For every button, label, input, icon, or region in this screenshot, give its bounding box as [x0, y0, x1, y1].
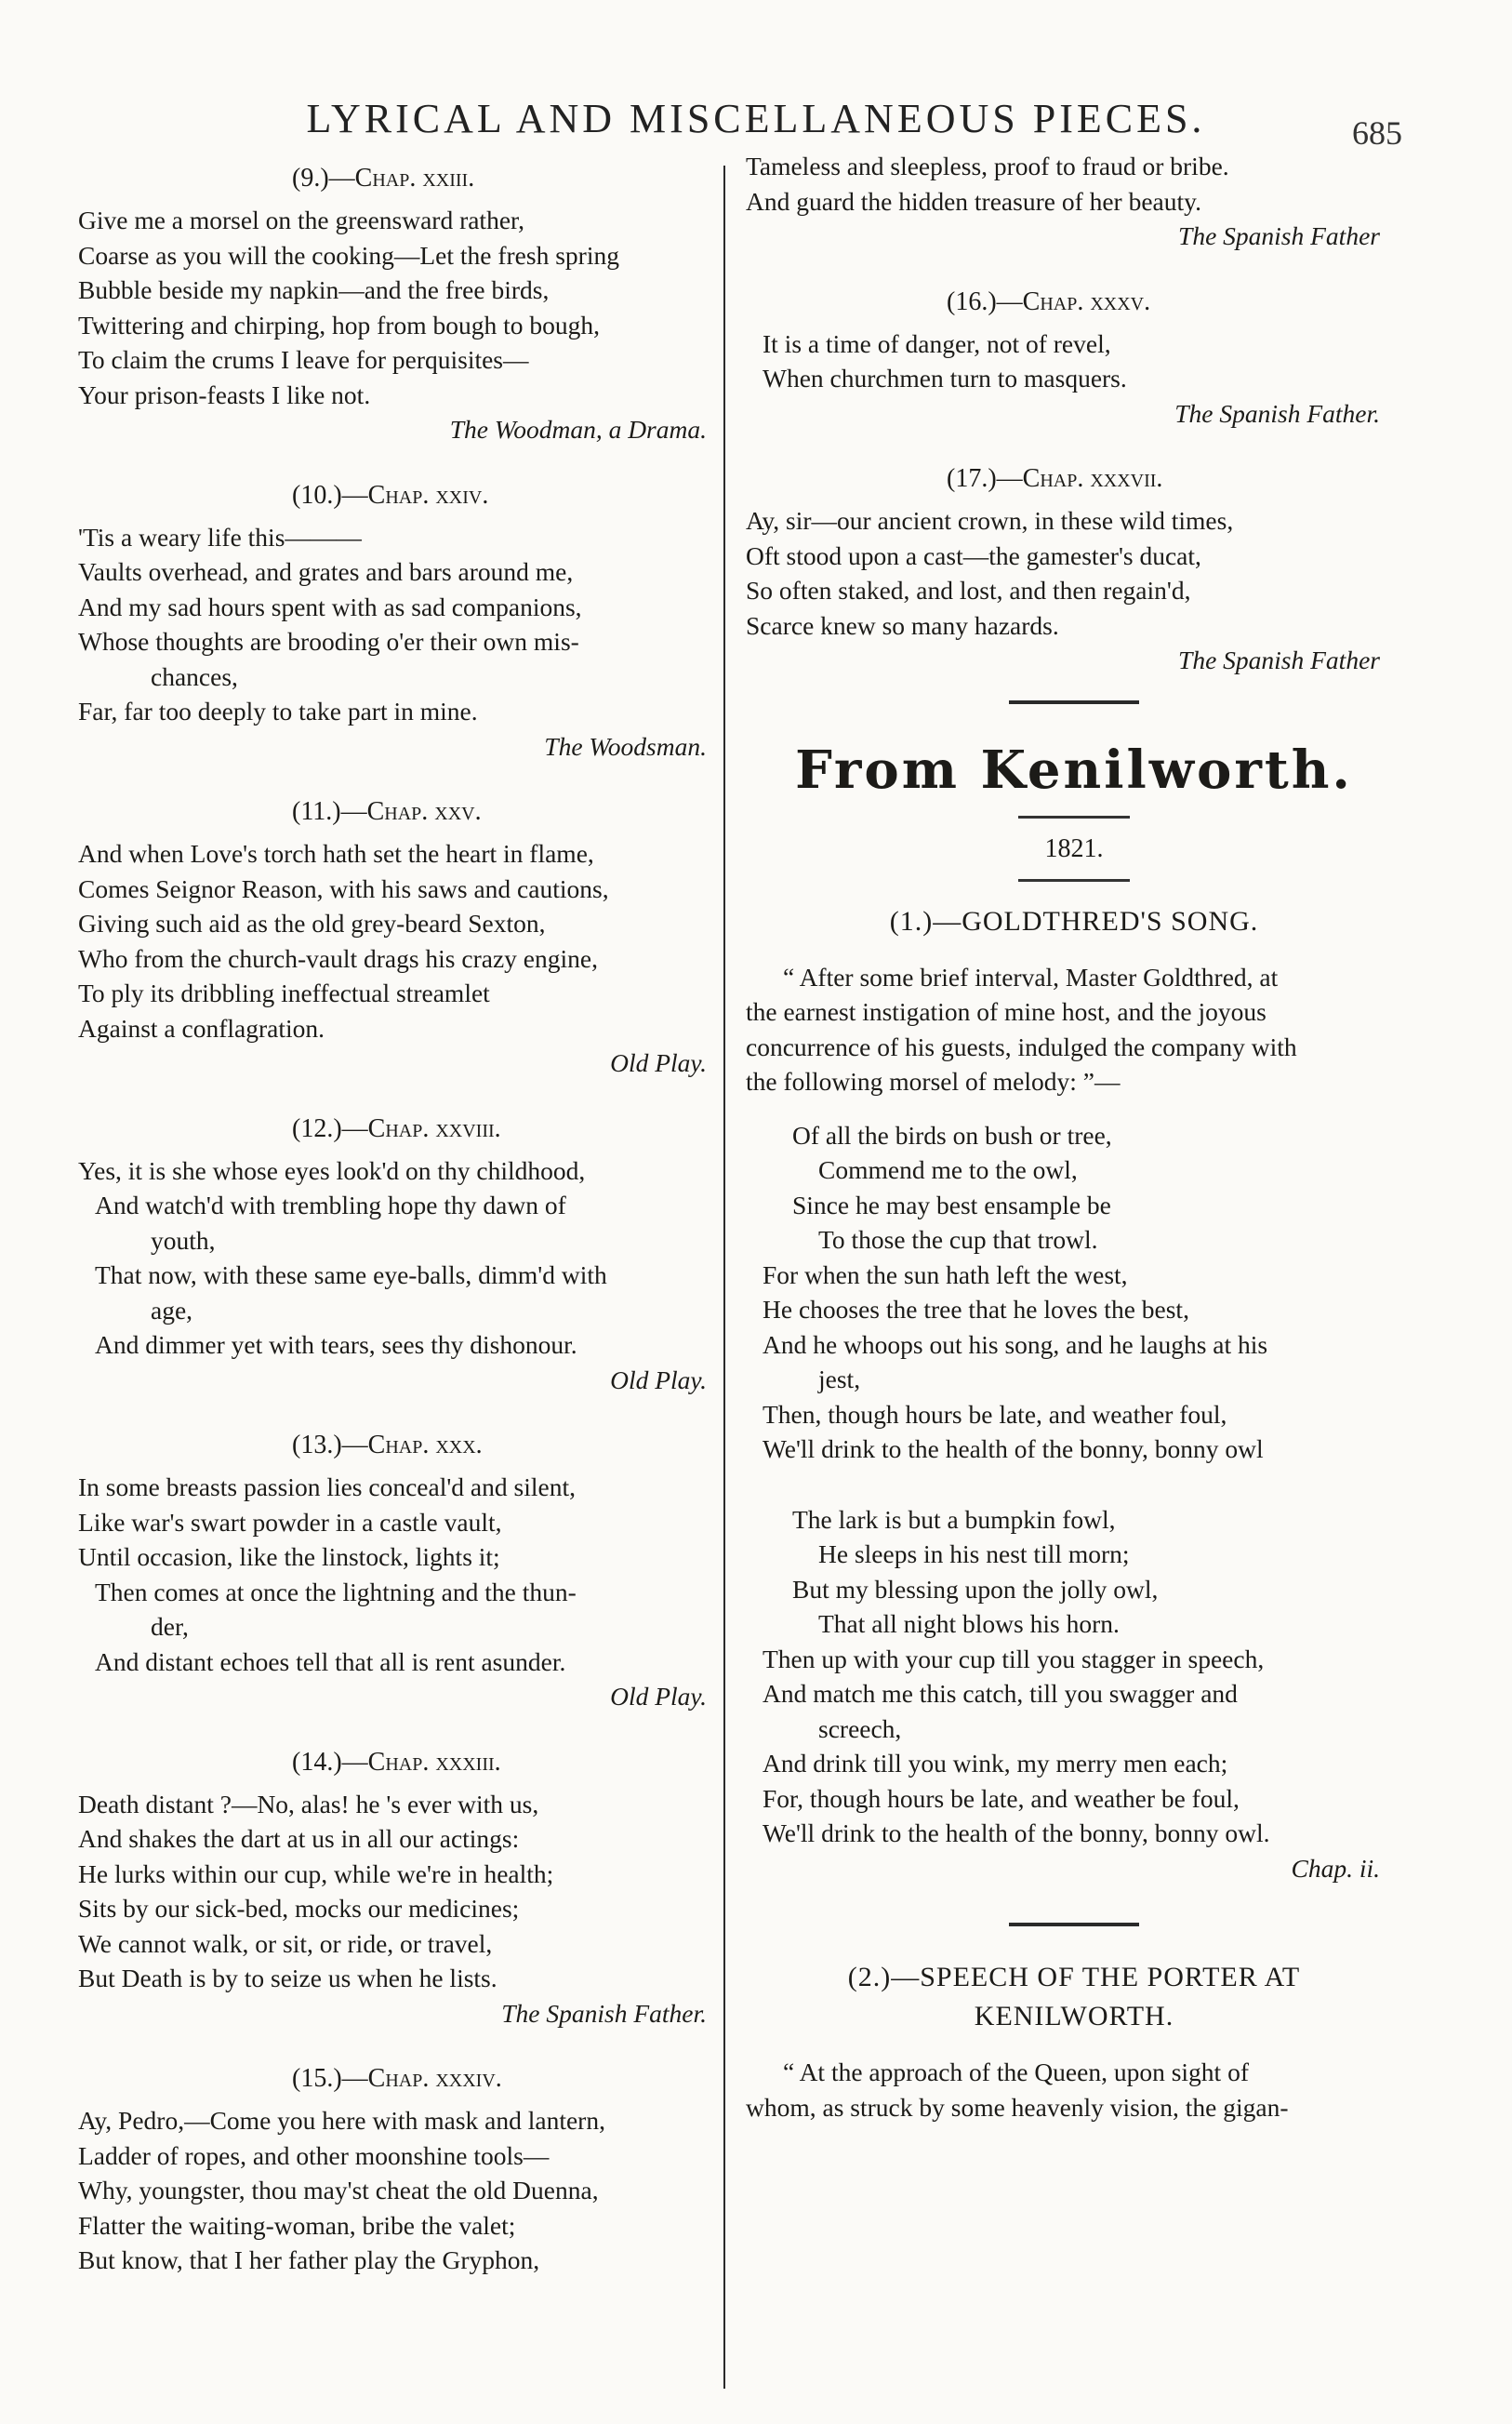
verse-line: He lurks within our cup, while we're in health;	[78, 1858, 554, 1888]
verse-16	[746, 326, 1402, 396]
verse-line: Ladder of ropes, and other moonshine tools—	[78, 2140, 550, 2170]
verse-line: And distant echoes tell that all is rent asunder.	[95, 1646, 566, 1676]
verse-line: When churchmen turn to masquers.	[763, 364, 1127, 393]
prose-line: the earnest instigation of mine host, and the joyous	[746, 997, 1267, 1026]
verse-line: And he whoops out his song, and he laughs at his	[763, 1329, 1268, 1359]
section-heading-16: (16.)—Chap. xxxv.	[947, 286, 1151, 316]
verse-line: And dimmer yet with tears, sees thy dishonour.	[95, 1330, 577, 1359]
prose-line: “ After some brief interval, Master Goldthred, at	[783, 962, 1279, 992]
verse-line: We'll drink to the health of the bonny, bonny owl	[763, 1434, 1264, 1463]
verse-line: To claim the crums I leave for perquisites—	[78, 345, 529, 374]
verse-line: But my blessing upon the jolly owl,	[792, 1574, 1159, 1604]
verse-line: Since he may best ensample be	[792, 1190, 1111, 1219]
verse-line: That now, with these same eye-balls, dimm'd with	[95, 1260, 607, 1289]
section-heading-15: (15.)—Chap. xxxiv.	[292, 2064, 502, 2093]
verse-line: And shakes the dart at us in all our actings:	[78, 1824, 520, 1853]
verse-line: Your prison-feasts I like not.	[78, 380, 371, 409]
running-title: LYRICAL AND MISCELLANEOUS PIECES.	[306, 96, 1206, 141]
verse-line: Death distant ?—No, alas! he 's ever with us,	[78, 1789, 539, 1818]
title-line: (2.)—SPEECH OF THE PORTER AT	[847, 1962, 1301, 1992]
verse-line: Comes Seignor Reason, with his saws and cautions,	[78, 873, 609, 903]
verse-line: The lark is but a bumpkin fowl,	[792, 1504, 1116, 1534]
verse-line: For, though hours be late, and weather be foul,	[763, 1783, 1240, 1813]
verse-line: Until occasion, like the linstock, lights it;	[78, 1542, 500, 1571]
verse-line: He sleeps in his nest till morn;	[818, 1539, 1130, 1568]
verse-line: Vaults overhead, and grates and bars around me,	[78, 557, 574, 586]
prose-line: the following morsel of melody: ”—	[746, 1067, 1121, 1096]
verse-12	[78, 1153, 729, 1363]
verse-line: But Death is by to seize us when he lists.	[78, 1964, 497, 1992]
verse-9	[78, 203, 729, 412]
verse-line: Then comes at once the lightning and the thun-	[95, 1577, 577, 1606]
section-year: 1821.	[1044, 833, 1104, 863]
verse-line: chances,	[151, 661, 238, 691]
prose-line: whom, as struck by some heavenly vision, the gigan-	[746, 2092, 1289, 2122]
verse-line: Why, youngster, thou may'st cheat the old Duenna,	[78, 2176, 599, 2204]
title-rule-top	[1018, 816, 1130, 819]
verse-line: Tameless and sleepless, proof to fraud or bribe.	[746, 152, 1229, 180]
verse-line: Of all the birds on bush or tree,	[792, 1120, 1112, 1150]
verse-line: Then up with your cup till you stagger in speech,	[763, 1644, 1265, 1673]
song-stanza-2	[746, 1502, 1402, 1851]
verse-line: Whose thoughts are brooding o'er their own mis-	[78, 627, 579, 656]
verse-line: der,	[151, 1612, 189, 1641]
attribution-song-1: Chap. ii.	[1291, 1853, 1380, 1883]
verse-13	[78, 1470, 729, 1679]
verse-line: 'Tis a weary life this———	[78, 522, 362, 552]
verse-line: To ply its dribbling ineffectual streamlet	[78, 979, 490, 1007]
attribution-11: Old Play.	[610, 1048, 707, 1077]
song-title-porter	[746, 1958, 1402, 2036]
attribution-15: The Spanish Father	[1178, 221, 1380, 250]
left-column	[78, 149, 729, 2278]
right-column	[746, 149, 1402, 2124]
verse-line: Sits by our sick-bed, mocks our medicines;	[78, 1894, 520, 1923]
verse-line: And drink till you wink, my merry men each;	[763, 1749, 1228, 1778]
verse-line: We'll drink to the health of the bonny, bonny owl.	[763, 1818, 1270, 1847]
verse-line: Then, though hours be late, and weather foul,	[763, 1399, 1227, 1429]
title-line: KENILWORTH.	[974, 2001, 1174, 2031]
verse-line: Twittering and chirping, hop from bough to bough,	[78, 310, 600, 340]
verse-line: We cannot walk, or sit, or ride, or travel,	[78, 1928, 493, 1958]
verse-line: And my sad hours spent with as sad companions,	[78, 592, 582, 621]
verse-line: Ay, Pedro,—Come you here with mask and lantern,	[78, 2106, 605, 2135]
attribution-17: The Spanish Father	[1178, 646, 1380, 674]
verse-15-continued	[746, 149, 1402, 219]
attribution-13: Old Play.	[610, 1682, 707, 1711]
attribution-9: The Woodman, a Drama.	[449, 415, 707, 444]
attribution-10: The Woodsman.	[544, 731, 707, 761]
verse-line: But know, that I her father play the Gryphon,	[78, 2245, 540, 2274]
verse-line: Oft stood upon a cast—the gamester's ducat,	[746, 540, 1201, 570]
section-heading-11: (11.)—Chap. xxv.	[292, 797, 482, 826]
verse-line: And match me this catch, till you swagger and	[763, 1679, 1238, 1708]
verse-line: Scarce knew so many hazards.	[746, 610, 1059, 640]
attribution-14: The Spanish Father.	[501, 1998, 707, 2028]
verse-line: That all night blows his horn.	[818, 1609, 1120, 1638]
verse-line: jest,	[818, 1365, 861, 1393]
verse-line: He chooses the tree that he loves the best,	[763, 1295, 1189, 1324]
porter-intro	[746, 2055, 1402, 2124]
song-title-goldthred: (1.)—GOLDTHRED'S SONG.	[889, 906, 1259, 937]
verse-17	[746, 503, 1402, 643]
verse-line: Flatter the waiting-woman, bribe the valet;	[78, 2210, 516, 2240]
verse-line: Giving such aid as the old grey-beard Sexton,	[78, 909, 546, 938]
verse-11	[78, 836, 729, 1046]
section-heading-14: (14.)—Chap. xxxiii.	[292, 1747, 501, 1777]
verse-line: And guard the hidden treasure of her beauty.	[746, 186, 1201, 216]
verse-line: Give me a morsel on the greensward rather,	[78, 206, 524, 234]
verse-line: It is a time of danger, not of revel,	[763, 328, 1111, 358]
verse-line: To those the cup that trowl.	[818, 1225, 1098, 1254]
song-stanza-1	[746, 1118, 1402, 1467]
verse-line: And watch'd with trembling hope thy dawn of	[95, 1191, 566, 1219]
title-rule-bottom	[1018, 879, 1130, 882]
verse-line: youth,	[151, 1225, 216, 1255]
prose-line: “ At the approach of the Queen, upon sight of	[783, 2058, 1249, 2086]
song-intro	[746, 960, 1402, 1099]
prose-line: concurrence of his guests, indulged the company with	[746, 1032, 1297, 1061]
section-heading-13: (13.)—Chap. xxx.	[292, 1431, 483, 1459]
verse-line: Against a conflagration.	[78, 1013, 325, 1043]
verse-line: Commend me to the owl,	[818, 1155, 1078, 1184]
verse-line: screech,	[818, 1713, 902, 1743]
attribution-12: Old Play.	[610, 1365, 707, 1394]
verse-line: Far, far too deeply to take part in mine.	[78, 697, 478, 726]
verse-10	[78, 520, 729, 729]
verse-line: For when the sun hath left the west,	[763, 1259, 1128, 1289]
section-heading-10: (10.)—Chap. xxiv.	[292, 480, 489, 510]
verse-line: Coarse as you will the cooking—Let the fresh spring	[78, 240, 619, 270]
section-heading-12: (12.)—Chap. xxviii.	[292, 1113, 501, 1143]
verse-line: And when Love's torch hath set the heart in flame,	[78, 839, 594, 868]
attribution-16: The Spanish Father.	[1174, 398, 1380, 428]
verse-14	[78, 1787, 729, 1996]
verse-15	[78, 2103, 729, 2278]
verse-line: So often staked, and lost, and then regain'd,	[746, 576, 1191, 605]
verse-line: Like war's swart powder in a castle vault,	[78, 1507, 502, 1537]
section-divider	[1009, 700, 1139, 704]
section-title: From Kenilworth.	[795, 739, 1353, 801]
section-heading-17: (17.)—Chap. xxxvii.	[947, 464, 1163, 493]
page-number: 685	[1352, 114, 1402, 152]
verse-line: In some breasts passion lies conceal'd and silent,	[78, 1472, 576, 1501]
section-divider	[1009, 1923, 1139, 1926]
verse-line: Ay, sir—our ancient crown, in these wild times,	[746, 506, 1234, 535]
verse-line: Who from the church-vault drags his crazy engine,	[78, 943, 598, 973]
verse-line: Yes, it is she whose eyes look'd on thy childhood,	[78, 1155, 586, 1185]
section-heading-9: (9.)—Chap. xxiii.	[292, 164, 475, 193]
verse-line: age,	[151, 1295, 193, 1325]
verse-line: Bubble beside my napkin—and the free birds,	[78, 275, 550, 304]
